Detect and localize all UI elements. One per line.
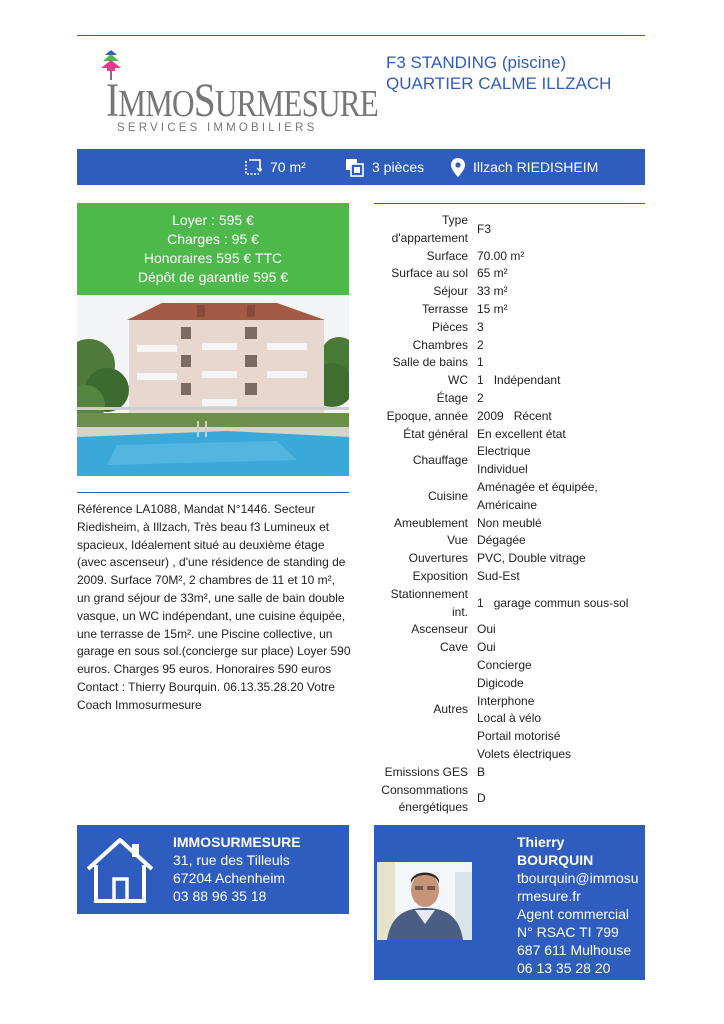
detail-value [477,443,645,479]
detail-row [374,568,645,586]
agency-details [173,833,301,905]
detail-row [374,657,645,764]
agent-contact-card [374,825,645,980]
detail-value [477,595,645,613]
rent-charges: Charges : 95 € [167,231,259,247]
detail-value [477,372,645,390]
detail-value-part: Local à vélo [477,711,542,726]
property-info-bar [77,149,645,185]
property-photo [77,295,349,476]
detail-label: Séjour [433,284,468,299]
detail-value-part: B [477,764,486,779]
agent-first-name: Thierry [517,834,565,850]
rent-summary [77,203,349,295]
surface-icon [244,158,262,176]
logo-subtitle: SERVICES IMMOBILIERS [117,122,318,134]
surface-value: 70 m² [270,159,306,175]
detail-label: Surface au sol [391,266,468,281]
detail-value-part: PVC, Double vitrage [477,551,586,566]
detail-value [477,657,645,764]
rent-honoraires: Honoraires 595 € TTC [143,250,283,266]
listing-title-line1: F3 STANDING (piscine) [386,53,567,72]
detail-value-part: Digicode [477,675,524,690]
detail-value-part: Dégagée [477,533,526,548]
detail-row [374,515,645,533]
detail-value [477,532,645,550]
detail-value-part: 1 [477,355,484,370]
agent-phone: 06 13 35 28 20 [517,960,611,976]
detail-row [374,532,645,550]
detail-label: Ouvertures [408,551,468,566]
rooms-icon [345,158,364,177]
detail-label: Chauffage [412,453,468,468]
detail-row [374,248,645,266]
detail-label: Autres [433,702,468,717]
detail-label: Emissions GES [384,764,468,779]
agency-contact-card [77,825,349,914]
surface-info [244,149,306,185]
detail-value [477,479,645,515]
detail-label: Consommations énergétiques [381,782,468,815]
detail-label: Cave [439,640,468,655]
detail-label: Type d'appartement [391,213,468,245]
top-divider [77,35,645,36]
detail-value [477,639,645,657]
detail-value [477,301,645,319]
detail-row [374,337,645,355]
detail-row [374,443,645,479]
agent-details [517,833,643,977]
detail-label: Pièces [431,319,468,334]
detail-label: État général [403,426,468,441]
listing-title [386,52,646,94]
detail-value [477,337,645,355]
detail-row [374,408,645,426]
rooms-value: 3 pièces [372,159,425,175]
location-value: Illzach RIEDISHEIM [473,159,599,175]
detail-row [374,301,645,319]
agent-photo [377,862,472,940]
detail-row [374,550,645,568]
detail-row [374,426,645,444]
detail-value-part: 3 [477,319,484,334]
detail-row [374,354,645,372]
detail-row [374,764,645,782]
rent-loyer: Loyer : 595 € [172,212,254,228]
detail-row [374,372,645,390]
detail-row [374,639,645,657]
detail-value-part: Volets électriques [477,746,572,761]
detail-value-part: 2 [477,390,484,405]
location-pin-icon [451,158,465,177]
detail-value-part: Aménagée et équipée, Américaine [477,479,598,512]
detail-row [374,212,645,248]
detail-value-part: Oui [477,622,496,637]
detail-value-part: 33 m² [477,284,508,299]
detail-value [477,515,645,533]
detail-value-part: En excellent état [477,426,566,441]
detail-value-part: F3 [477,221,492,236]
listing-title-line2: QUARTIER CALME ILLZACH [386,74,612,93]
detail-value-part: 15 m² [477,301,508,316]
detail-label: Stationnement int. [390,586,468,619]
detail-value-part: 2009 [477,408,504,423]
detail-row [374,319,645,337]
detail-label: Surface [426,248,468,263]
detail-value [477,390,645,408]
detail-row [374,782,645,818]
description-divider [77,492,349,493]
agency-street: 31, rue des Tilleuls [173,852,290,868]
detail-value-part: Non meublé [477,515,542,530]
property-description: Référence LA1088, Mandat N°1446. Secteur Riedisheim, à Illzach, Très beau f3 Lumineux et spacieux, Idéalement situé au deuxième étage (avec ascenseur) , d'une résidence de standing de 2009. Surface 70M², 2 chambres de 11 et 10 m², un grand séjour de 33m², une salle de bain double vasque, un WC indépendant, une cuisine équipée, une terrasse de 15m². une Piscine collective, un garage en sous sol.(concierge sur place) Loyer 590 euros. Charges 95 euros. Honoraires 590 euros Contact : Thierry Bourquin. 06.13.35.28.20 Votre Coach Immosurmesure [77,502,351,712]
detail-value [477,764,645,782]
agent-email[interactable]: tbourquin@immosurmesure.fr [517,870,639,904]
detail-label: Epoque, année [386,408,468,423]
agent-last-name: BOURQUIN [517,852,594,868]
detail-value [477,408,645,426]
detail-label: Ameublement [393,515,468,530]
company-logo [100,50,378,140]
detail-value-part: 1 [477,595,484,610]
detail-value-part: Récent [513,408,552,423]
detail-label: Ascenseur [411,622,468,637]
detail-value-part: 70.00 m² [477,248,525,263]
detail-row [374,621,645,639]
detail-value [477,621,645,639]
property-details-table [374,212,645,817]
detail-value [477,790,645,808]
detail-label: Vue [447,533,468,548]
detail-value [477,354,645,372]
detail-row [374,479,645,515]
agency-name: IMMOSURMESURE [173,834,301,850]
agent-role: Agent commercial [517,906,630,922]
home-icon [85,835,155,905]
detail-value [477,248,645,266]
detail-value-part: Individuel [477,462,528,477]
rooms-info [345,149,424,185]
agent-rsac: N° RSAC TI 799 687 611 Mulhouse [517,924,632,958]
detail-value [477,283,645,301]
detail-row [374,390,645,408]
detail-value-part: D [477,791,486,806]
agency-city: 67204 Achenheim [173,870,286,886]
detail-value-part: 1 [477,373,484,388]
agency-phone: 03 88 96 35 18 [173,888,267,904]
detail-value [477,319,645,337]
detail-value-part: garage commun sous-sol [493,595,629,610]
detail-label: Terrasse [421,301,468,316]
detail-row [374,586,645,622]
detail-value [477,550,645,568]
detail-value-part: Concierge [477,657,532,672]
detail-value [477,265,645,283]
detail-label: Chambres [412,337,468,352]
detail-value [477,568,645,586]
detail-value-part: Interphone [477,693,535,708]
detail-value-part: Sud-Est [477,568,520,583]
detail-value-part: Oui [477,640,496,655]
detail-value [477,426,645,444]
detail-row [374,265,645,283]
detail-value-part: Electrique [477,444,531,459]
detail-label: Étage [436,390,468,405]
rent-depot: Dépôt de garantie 595 € [137,269,289,285]
detail-label: Exposition [412,568,468,583]
detail-value-part: Portail motorisé [477,729,561,744]
detail-value-part: Indépendant [493,373,561,388]
detail-label: WC [448,373,468,388]
detail-label: Cuisine [427,488,468,503]
detail-label: Salle de bains [392,355,468,370]
location-info [451,149,598,185]
detail-value-part: 65 m² [477,266,508,281]
logo-wordmark: IMMOSURMESURE [106,74,378,127]
detail-value [477,221,645,239]
details-divider [374,203,645,204]
detail-value-part: 2 [477,337,484,352]
detail-row [374,283,645,301]
